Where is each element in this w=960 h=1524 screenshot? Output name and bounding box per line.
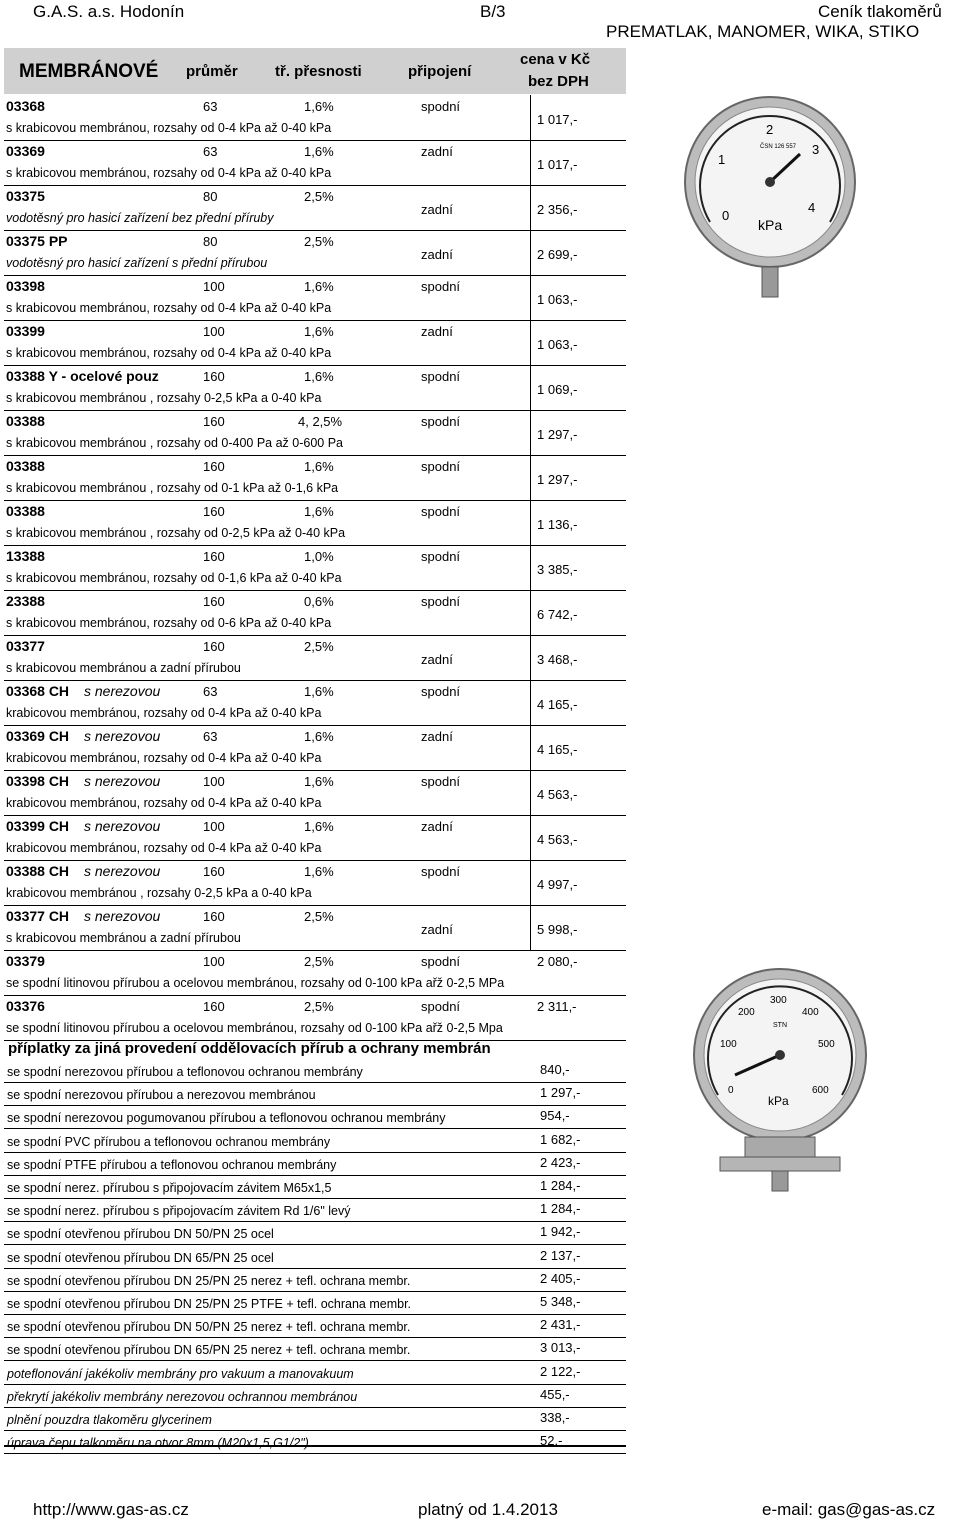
- product-description: s krabicovou membránou, rozsahy od 0-1,6 kPa až 0-40 kPa: [6, 571, 342, 585]
- product-row: [4, 995, 626, 1041]
- column-divider: [530, 905, 531, 950]
- surcharge-row: [4, 1221, 626, 1245]
- surcharge-price: 1 284,-: [540, 1201, 581, 1217]
- surcharge-price: 2 423,-: [540, 1154, 581, 1170]
- product-row: [4, 590, 626, 636]
- surcharge-row: [4, 1152, 626, 1176]
- product-price: 3 385,-: [537, 562, 578, 577]
- surcharge-row: [4, 1314, 626, 1338]
- product-accuracy: 1,6%: [304, 729, 334, 744]
- product-accuracy: 2,5%: [304, 234, 334, 249]
- product-description: s krabicovou membránou , rozsahy od 0-2,5 kPa až 0-40 kPa: [6, 526, 346, 540]
- column-divider: [530, 500, 531, 545]
- column-divider: [530, 320, 531, 365]
- product-code: 03377 CH: [6, 908, 70, 924]
- product-diameter: 160: [203, 549, 225, 564]
- product-diameter: 160: [203, 999, 225, 1014]
- product-diameter: 160: [203, 504, 225, 519]
- surcharge-price: 2 405,-: [540, 1270, 581, 1286]
- product-connection: spodní: [421, 414, 461, 429]
- product-description: krabicovou membránou , rozsahy 0-2,5 kPa a 0-40 kPa: [6, 886, 312, 900]
- product-row: [4, 320, 626, 366]
- product-code: 03375: [6, 188, 45, 204]
- product-code-note: s nerezovou: [84, 908, 161, 924]
- gauge2-scale-1: 100: [720, 1039, 737, 1050]
- surcharge-price: 840,-: [540, 1062, 570, 1077]
- product-code: 03388: [6, 413, 45, 429]
- footer-email[interactable]: e-mail: gas@gas-as.cz: [762, 1500, 936, 1519]
- column-divider: [530, 410, 531, 455]
- product-connection: zadní: [421, 819, 453, 834]
- product-description: s krabicovou membránou, rozsahy od 0-4 kPa až 0-40 kPa: [6, 166, 332, 180]
- product-description: krabicovou membránou, rozsahy od 0-4 kPa až 0-40 kPa: [6, 751, 322, 765]
- product-connection: spodní: [421, 954, 461, 969]
- product-description: s krabicovou membránou, rozsahy od 0-4 kPa až 0-40 kPa: [6, 346, 332, 360]
- company-name: G.A.S. a.s. Hodonín: [33, 2, 185, 21]
- product-code: 03368: [6, 98, 45, 114]
- gauge2-scale-2: 200: [738, 1007, 755, 1018]
- column-divider: [530, 725, 531, 770]
- product-row: [4, 680, 626, 726]
- product-price: 1 069,-: [537, 382, 578, 397]
- product-connection: zadní: [421, 729, 453, 744]
- product-row: [4, 365, 626, 411]
- surcharge-text: se spodní otevřenou přírubou DN 25/PN 25 nerez + tefl. ochrana membr.: [7, 1273, 411, 1288]
- product-accuracy: 1,6%: [304, 864, 334, 879]
- surcharge-row: [4, 1198, 626, 1222]
- product-diameter: 100: [203, 774, 225, 789]
- surcharge-text: plnění pouzdra tlakoměru glycerinem: [7, 1413, 212, 1427]
- product-description: s krabicovou membránou , rozsahy 0-2,5 kPa a 0-40 kPa: [6, 391, 322, 405]
- product-row: [4, 140, 626, 186]
- gauge2-scale-3: 300: [770, 995, 787, 1006]
- product-diameter: 63: [203, 99, 218, 114]
- surcharge-text: se spodní otevřenou přírubou DN 50/PN 25 nerez + tefl. ochrana membr.: [7, 1320, 411, 1335]
- surcharge-row: [4, 1268, 626, 1292]
- surcharge-price: 1 297,-: [540, 1085, 581, 1101]
- product-description: vodotěsný pro hasicí zařízení s přední přírubou: [6, 256, 268, 270]
- product-price: 1 297,-: [537, 427, 578, 442]
- surcharges-title: příplatky za jiná provedení oddělovacích přírub a ochrany membrán: [8, 1040, 491, 1057]
- gauge1-scale-2: 2: [766, 122, 774, 137]
- surcharge-text: překrytí jakékoliv membrány nerezovou ochrannou membránou: [7, 1389, 358, 1404]
- product-row: [4, 545, 626, 591]
- product-diameter: 100: [203, 324, 225, 339]
- product-description: se spodní litinovou přírubou a ocelovou membránou, rozsahy od 0-100 kPa ařž 0-2,5 Mpa: [6, 1021, 503, 1035]
- product-code: 03399 CH: [6, 818, 70, 834]
- product-diameter: 63: [203, 729, 218, 744]
- surcharge-row: [4, 1245, 626, 1269]
- product-diameter: 160: [203, 909, 225, 924]
- product-connection: spodní: [421, 774, 461, 789]
- product-connection: zadní: [421, 144, 453, 159]
- surcharge-text: poteflonování jakékoliv membrány pro vakuum a manovakuum: [7, 1366, 354, 1381]
- surcharge-price: 2 137,-: [540, 1247, 581, 1263]
- surcharge-price: 1 942,-: [540, 1224, 581, 1240]
- product-price: 1 297,-: [537, 472, 578, 487]
- gauge1-scale-4: 4: [808, 200, 816, 215]
- product-price: 6 742,-: [537, 607, 578, 622]
- product-price: 5 998,-: [537, 922, 578, 937]
- product-accuracy: 1,6%: [304, 324, 334, 339]
- product-description: krabicovou membránou, rozsahy od 0-4 kPa až 0-40 kPa: [6, 841, 322, 855]
- column-divider: [530, 455, 531, 500]
- column-divider: [530, 95, 531, 140]
- column-divider: [530, 365, 531, 410]
- product-description: s krabicovou membránou, rozsahy od 0-4 kPa až 0-40 kPa: [6, 301, 332, 315]
- product-diameter: 160: [203, 864, 225, 879]
- product-description: vodotěsný pro hasicí zařízení bez přední příruby: [6, 211, 274, 225]
- product-price: 2 699,-: [537, 247, 578, 262]
- product-price: 3 468,-: [537, 652, 578, 667]
- product-row: [4, 95, 626, 141]
- product-connection: spodní: [421, 999, 461, 1014]
- product-code: 03369: [6, 143, 45, 159]
- product-accuracy: 1,6%: [304, 369, 334, 384]
- table-bottom-rule: [4, 1445, 626, 1447]
- product-description: s krabicovou membránou , rozsahy od 0-1 kPa až 0-1,6 kPa: [6, 481, 339, 495]
- product-price: 2 080,-: [537, 954, 578, 969]
- product-connection: spodní: [421, 99, 461, 114]
- product-diameter: 160: [203, 639, 225, 654]
- product-description: s krabicovou membránou, rozsahy od 0-4 kPa až 0-40 kPa: [6, 121, 332, 135]
- surcharge-row: [4, 1361, 626, 1385]
- surcharge-row: [4, 1129, 626, 1153]
- product-code-note: s nerezovou: [84, 683, 161, 699]
- product-row: [4, 770, 626, 816]
- column-divider: [530, 230, 531, 275]
- product-diameter: 160: [203, 594, 225, 609]
- surcharge-text: se spodní nerezovou pogumovanou přírubou a teflonovou ochranou membrány: [7, 1111, 446, 1126]
- product-connection: spodní: [421, 279, 461, 294]
- product-code: 03377: [6, 638, 45, 654]
- gauge1-scale-0: 0: [722, 208, 730, 223]
- product-row: [4, 275, 626, 321]
- product-description: s krabicovou membránou a zadní přírubou: [6, 931, 241, 945]
- product-diameter: 160: [203, 414, 225, 429]
- gauge2-label: STN: [773, 1022, 787, 1029]
- product-accuracy: 4, 2,5%: [298, 414, 343, 429]
- product-accuracy: 2,5%: [304, 639, 334, 654]
- gauge2-scale-6: 600: [812, 1085, 829, 1096]
- product-accuracy: 1,6%: [304, 459, 334, 474]
- product-code: 03388: [6, 503, 45, 519]
- product-price: 2 356,-: [537, 202, 578, 217]
- surcharge-row: [4, 1175, 626, 1199]
- surcharge-row: [4, 1430, 626, 1454]
- column-divider: [530, 275, 531, 320]
- product-code-note: s nerezovou: [84, 863, 161, 879]
- product-connection: spodní: [421, 549, 461, 564]
- surcharge-text: se spodní otevřenou přírubou DN 65/PN 25 ocel: [7, 1250, 274, 1265]
- product-connection: zadní: [421, 324, 453, 339]
- surcharge-text: se spodní nerez. přírubou s připojovacím závitem Rd 1/6" levý: [7, 1204, 351, 1219]
- product-row: [4, 185, 626, 231]
- surcharge-row: [4, 1082, 626, 1106]
- product-code: 03388 Y - ocelové pouz: [6, 368, 159, 384]
- product-diameter: 80: [203, 189, 218, 204]
- product-price: 4 997,-: [537, 877, 578, 892]
- product-connection: spodní: [421, 684, 461, 699]
- product-diameter: 100: [203, 954, 225, 969]
- surcharge-text: se spodní otevřenou přírubou DN 65/PN 25 nerez + tefl. ochrana membr.: [7, 1343, 411, 1358]
- product-connection: zadní: [421, 922, 453, 937]
- surcharge-row: [4, 1059, 626, 1083]
- price-heading-line2: bez DPH: [528, 73, 589, 90]
- category-heading: MEMBRÁNOVÉ: [19, 61, 159, 82]
- surcharge-price: 52,-: [540, 1433, 563, 1449]
- surcharge-text: se spodní nerezovou přírubou a nerezovou membránou: [7, 1088, 316, 1103]
- product-price: 1 017,-: [537, 157, 578, 172]
- product-price: 4 165,-: [537, 742, 578, 757]
- product-code: 03388: [6, 458, 45, 474]
- product-connection: zadní: [421, 202, 453, 217]
- gauge2-scale-5: 500: [818, 1039, 835, 1050]
- product-price: 1 063,-: [537, 337, 578, 352]
- product-diameter: 100: [203, 279, 225, 294]
- gauge-100mm-image: [690, 965, 870, 1195]
- connection-heading: připojení: [408, 63, 472, 80]
- column-divider: [530, 635, 531, 680]
- surcharge-price: 5 348,-: [540, 1294, 581, 1309]
- product-connection: spodní: [421, 864, 461, 879]
- product-connection: spodní: [421, 459, 461, 474]
- product-code: 23388: [6, 593, 45, 609]
- product-diameter: 63: [203, 144, 218, 159]
- column-divider: [530, 140, 531, 185]
- gauge2-unit: kPa: [768, 1094, 789, 1108]
- product-price: 4 563,-: [537, 832, 578, 847]
- product-accuracy: 1,6%: [304, 99, 334, 114]
- page-number: B/3: [480, 2, 506, 21]
- column-divider: [530, 590, 531, 635]
- column-divider: [530, 815, 531, 860]
- surcharge-text: se spodní PTFE přírubou a teflonovou ochranou membrány: [7, 1157, 337, 1172]
- product-row: [4, 410, 626, 456]
- surcharge-text: se spodní PVC přírubou a teflonovou ochranou membrány: [7, 1134, 331, 1149]
- product-accuracy: 2,5%: [304, 954, 334, 969]
- product-code: 03375 PP: [6, 233, 68, 249]
- column-divider: [530, 860, 531, 905]
- product-row: [4, 905, 626, 951]
- product-description: s krabicovou membránou , rozsahy od 0-400 Pa až 0-600 Pa: [6, 436, 343, 450]
- product-code: 03376: [6, 998, 45, 1014]
- footer-validity: platný od 1.4.2013: [418, 1500, 558, 1519]
- product-code: 03379: [6, 953, 45, 969]
- column-divider: [530, 770, 531, 815]
- product-row: [4, 860, 626, 906]
- surcharge-price: 1 284,-: [540, 1178, 581, 1193]
- product-connection: zadní: [421, 247, 453, 262]
- surcharge-price: 455,-: [540, 1386, 570, 1402]
- product-accuracy: 1,6%: [304, 144, 334, 159]
- product-code: 03369 CH: [6, 728, 70, 744]
- gauge1-unit: kPa: [758, 217, 783, 233]
- product-row: [4, 500, 626, 546]
- footer-url[interactable]: http://www.gas-as.cz: [33, 1500, 189, 1519]
- product-accuracy: 1,0%: [304, 549, 334, 564]
- column-divider: [530, 680, 531, 725]
- gauge1-scale-1: 1: [718, 152, 726, 167]
- product-accuracy: 1,6%: [304, 684, 334, 699]
- product-price: 1 017,-: [537, 112, 578, 127]
- product-description: s krabicovou membránou a zadní přírubou: [6, 661, 241, 675]
- product-price: 4 563,-: [537, 787, 578, 802]
- product-row: [4, 725, 626, 771]
- product-diameter: 160: [203, 459, 225, 474]
- product-code: 03388 CH: [6, 863, 70, 879]
- product-description: krabicovou membránou, rozsahy od 0-4 kPa až 0-40 kPa: [6, 796, 322, 810]
- surcharge-row: [4, 1337, 626, 1361]
- product-price: 1 063,-: [537, 292, 578, 307]
- gauge1-scale-3: 3: [812, 142, 820, 157]
- table-header: [4, 48, 626, 94]
- surcharge-row: [4, 1291, 626, 1315]
- product-accuracy: 2,5%: [304, 909, 334, 924]
- product-accuracy: 2,5%: [304, 999, 334, 1014]
- product-row: [4, 230, 626, 276]
- product-row: [4, 635, 626, 681]
- accuracy-heading: tř. přesnosti: [275, 63, 362, 80]
- surcharge-text: se spodní nerez. přírubou s připojovacím závitem M65x1,5: [7, 1181, 332, 1195]
- product-description: se spodní litinovou přírubou a ocelovou membránou, rozsahy od 0-100 kPa ařž 0-2,5 MPa: [6, 976, 505, 990]
- product-row: [4, 815, 626, 861]
- product-price: 1 136,-: [537, 517, 578, 532]
- surcharge-text: úprava čepu talkoměru na otvor 8mm (M20x1,5,G1/2"): [7, 1436, 309, 1451]
- surcharge-text: se spodní otevřenou přírubou DN 50/PN 25 ocel: [7, 1227, 274, 1242]
- product-description: krabicovou membránou, rozsahy od 0-4 kPa až 0-40 kPa: [6, 706, 322, 720]
- page-subtitle: PREMATLAK, MANOMER, WIKA, STIKO: [606, 22, 920, 41]
- product-code: 03368 CH: [6, 683, 70, 699]
- surcharge-row: [4, 1105, 626, 1129]
- gauge1-label: ČSN 126 557: [760, 144, 797, 150]
- diameter-heading: průměr: [186, 63, 238, 80]
- product-connection: spodní: [421, 594, 461, 609]
- gauge-63mm-image: [680, 92, 860, 302]
- product-description: s krabicovou membránou, rozsahy od 0-6 kPa až 0-40 kPa: [6, 616, 332, 630]
- price-heading-line1: cena v Kč: [520, 51, 591, 68]
- product-code: 13388: [6, 548, 45, 564]
- product-price: 2 311,-: [537, 999, 577, 1014]
- surcharge-row: [4, 1407, 626, 1431]
- column-divider: [530, 185, 531, 230]
- page-title: Ceník tlakoměrů: [818, 2, 942, 21]
- gauge2-scale-0: 0: [728, 1085, 734, 1096]
- product-diameter: 63: [203, 684, 218, 699]
- surcharge-price: 2 431,-: [540, 1317, 581, 1333]
- product-diameter: 100: [203, 819, 225, 834]
- product-accuracy: 1,6%: [304, 504, 334, 519]
- product-code-note: s nerezovou: [84, 818, 161, 834]
- surcharge-price: 2 122,-: [540, 1363, 581, 1379]
- product-code-note: s nerezovou: [84, 728, 161, 744]
- product-accuracy: 1,6%: [304, 819, 334, 834]
- product-connection: spodní: [421, 369, 461, 384]
- product-code-note: s nerezovou: [84, 773, 161, 789]
- product-diameter: 160: [203, 369, 225, 384]
- surcharge-price: 3 013,-: [540, 1340, 581, 1356]
- surcharge-text: se spodní nerezovou přírubou a teflonovou ochranou membrány: [7, 1065, 363, 1079]
- product-accuracy: 2,5%: [304, 189, 334, 204]
- gauge2-scale-4: 400: [802, 1007, 819, 1018]
- product-accuracy: 0,6%: [304, 594, 334, 609]
- product-diameter: 80: [203, 234, 218, 249]
- column-divider: [530, 545, 531, 590]
- product-code: 03398 CH: [6, 773, 70, 789]
- product-price: 4 165,-: [537, 697, 578, 712]
- surcharge-row: [4, 1384, 626, 1408]
- product-row: [4, 950, 626, 996]
- product-accuracy: 1,6%: [304, 774, 334, 789]
- surcharge-text: se spodní otevřenou přírubou DN 25/PN 25 PTFE + tefl. ochrana membr.: [7, 1297, 412, 1311]
- product-accuracy: 1,6%: [304, 279, 334, 294]
- product-connection: spodní: [421, 504, 461, 519]
- product-code: 03399: [6, 323, 45, 339]
- surcharge-price: 954,-: [540, 1108, 570, 1124]
- product-code: 03398: [6, 278, 45, 294]
- product-connection: zadní: [421, 652, 453, 667]
- product-row: [4, 455, 626, 501]
- surcharge-price: 1 682,-: [540, 1131, 581, 1147]
- surcharge-price: 338,-: [540, 1410, 570, 1425]
